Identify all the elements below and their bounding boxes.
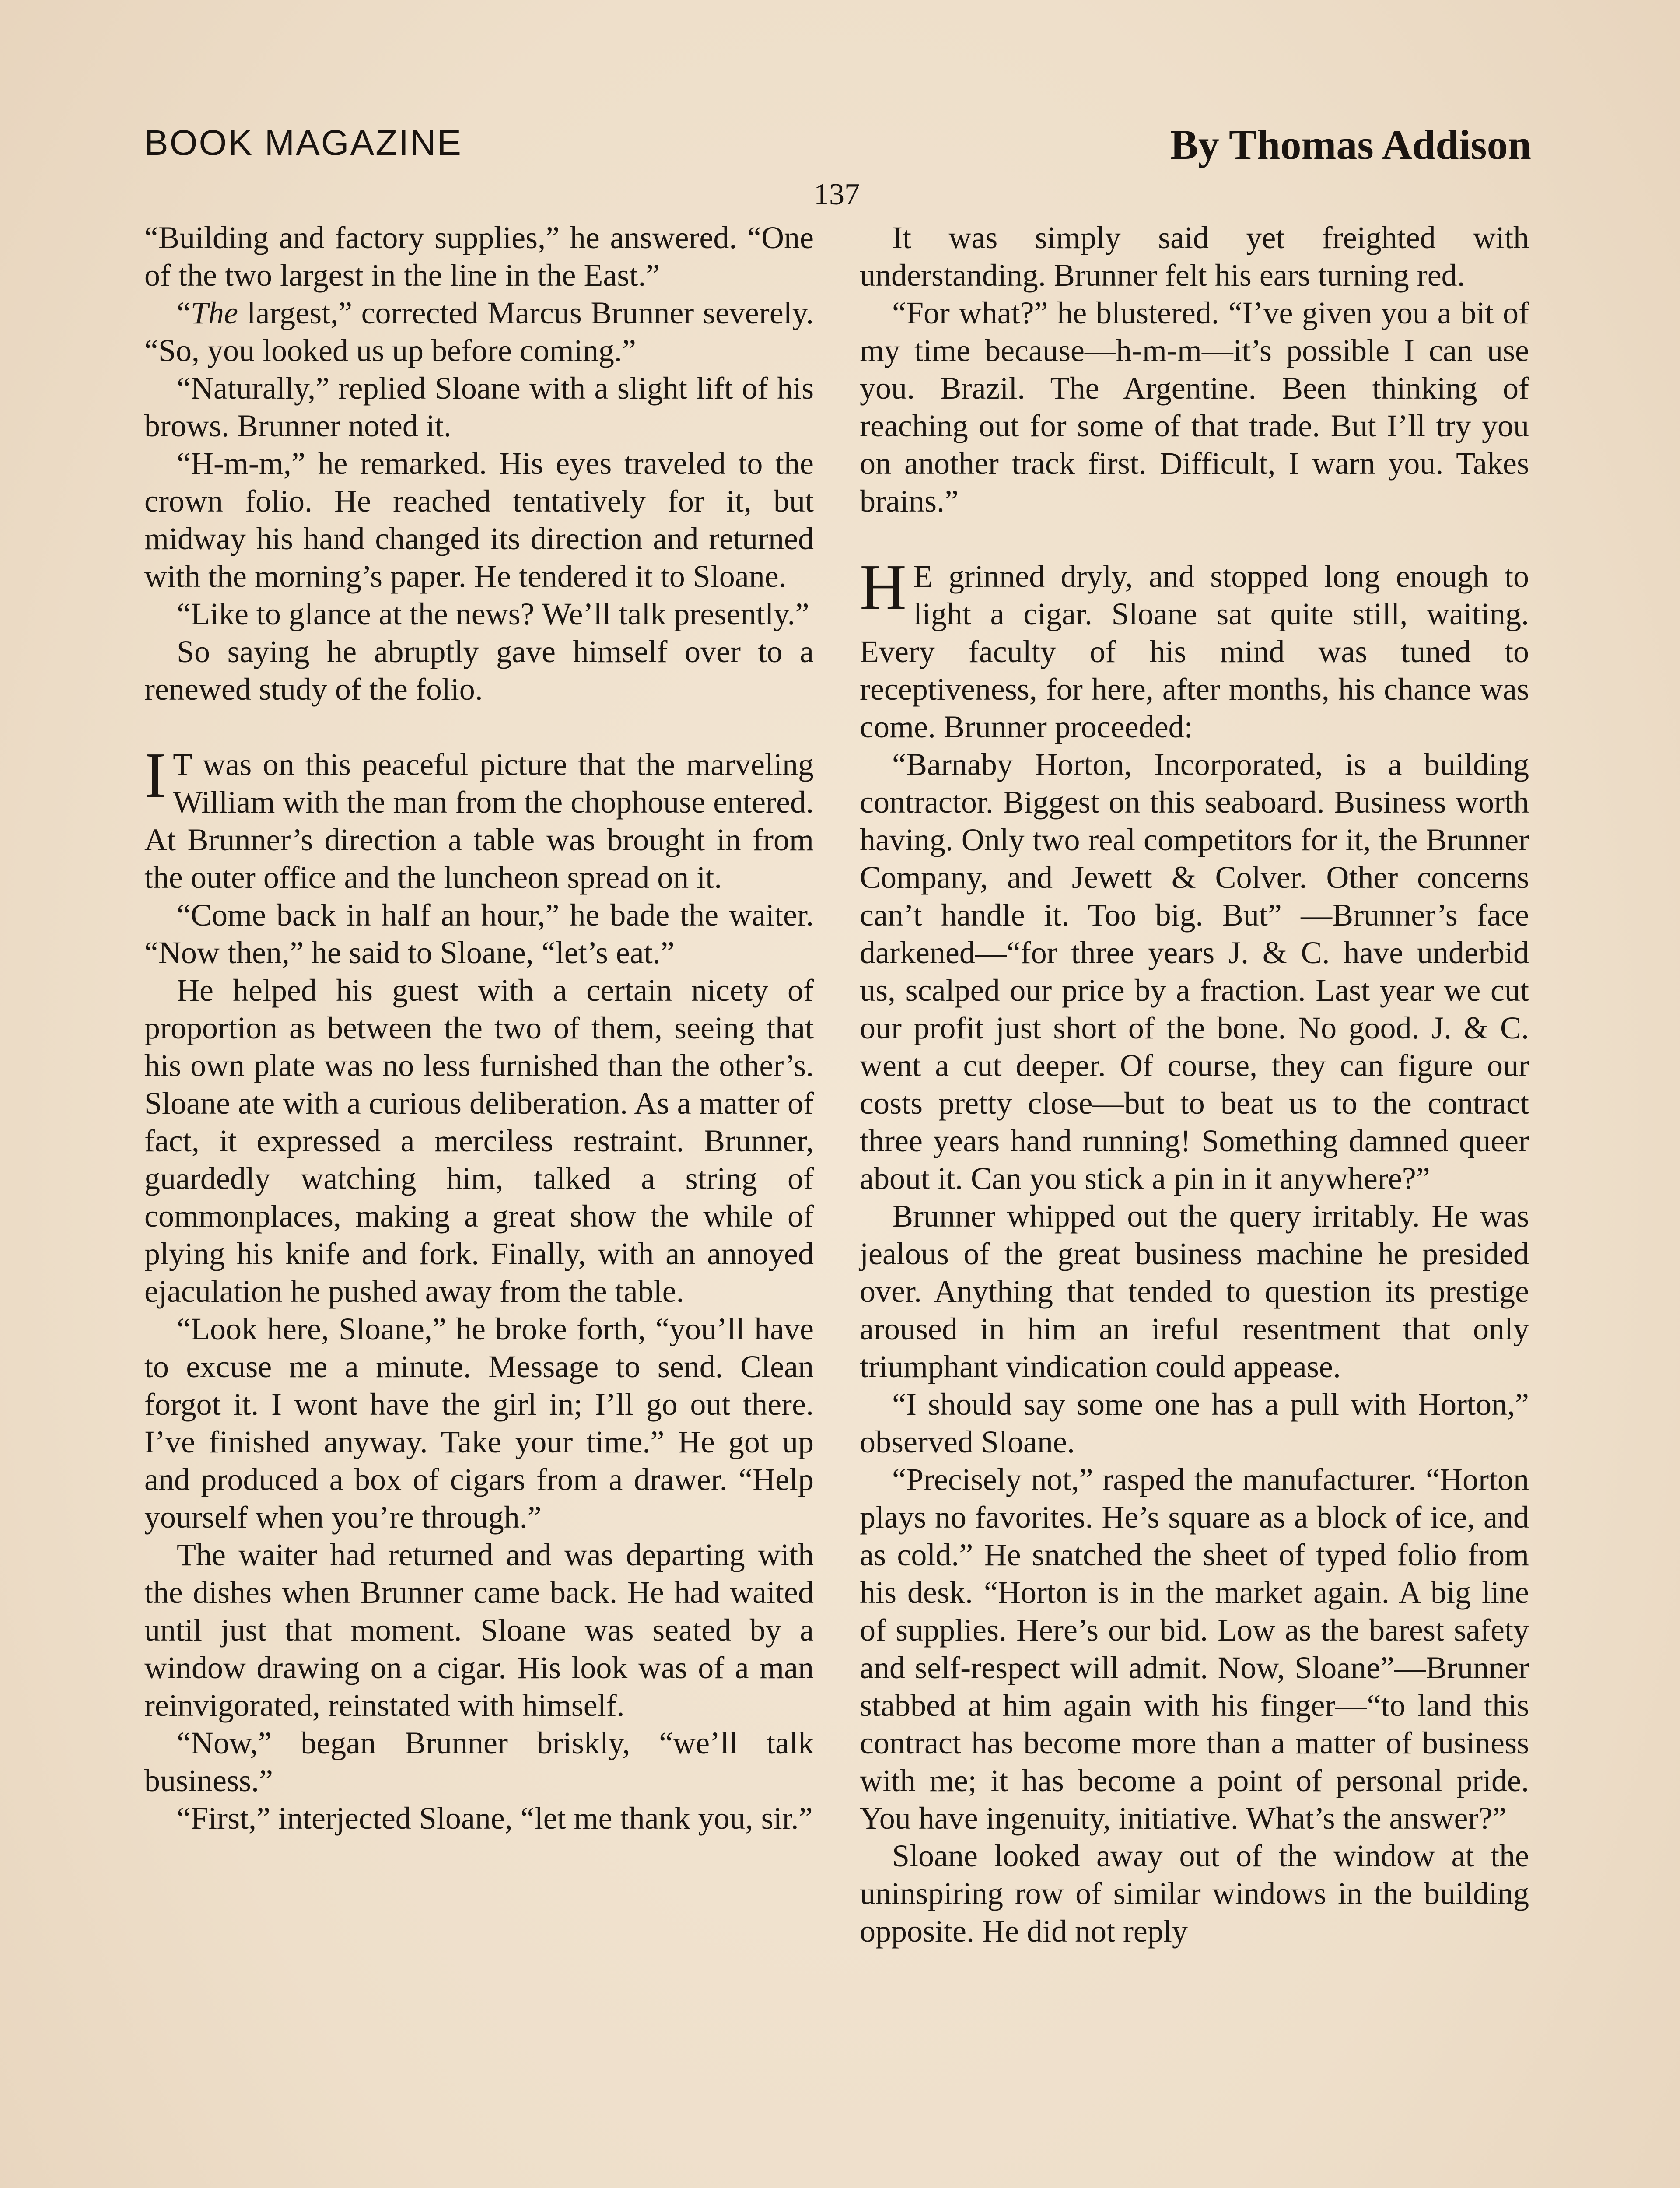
- paragraph-section-start: [144, 740, 814, 896]
- paragraph-quote-mark: “: [177, 295, 191, 330]
- page-number: 137: [814, 178, 860, 211]
- right-column: [860, 219, 1529, 1950]
- paragraph: Sloane looked away out of the window at the uninspiring row of similar windows in the building opposite. He did not reply: [860, 1838, 1529, 1949]
- paragraph: He helped his guest with a certain nicety of proportion as between the two of them, seeing that his own plate was no less furnished than the other’s. Sloane ate with a curious deliberation. As a matter of fact, it expressed a merciless restraint. Brunner, guardedly watching him, talked a string of commonplaces, making a great show the while of plying his knife and fork. Finally, with an annoyed ejaculation he pushed away from the table.: [144, 973, 814, 1309]
- paragraph-text: largest,” corrected Marcus Brunner severely. “So, you looked us up before coming.”: [144, 295, 814, 368]
- paragraph: It was simply said yet freighted with understanding. Brunner felt his ears turning red.: [860, 220, 1529, 293]
- paragraph-section-start: [860, 551, 1529, 746]
- section-break: [144, 708, 814, 746]
- paragraph: “Look here, Sloane,” he broke forth, “you’ll have to excuse me a minute. Message to send. Clean forgot it. I wont have the girl in; I’ll go out there. I’ve finished anyway. Take your time.” He got up and produced a box of cigars from a drawer. “Help yourself when you’re through.”: [144, 1311, 814, 1535]
- drop-cap: H: [860, 551, 906, 623]
- paragraph: So saying he abruptly gave himself over to a renewed study of the folio.: [144, 634, 814, 707]
- paragraph: [144, 294, 814, 369]
- drop-cap: I: [144, 740, 166, 811]
- paragraph: Brunner whipped out the query irritably. He was jealous of the great business machine he presided over. Anything that tended to question its prestige aroused in him an ireful resentment that only triumphant vindication could appease.: [860, 1199, 1529, 1384]
- paragraph: “Now,” began Brunner briskly, “we’ll talk business.”: [144, 1725, 814, 1798]
- paragraph: “H-m-m,” he remarked. His eyes traveled to the crown folio. He reached tentatively for it, but midway his hand changed its direction and returned with the morning’s paper. He tendered it to Sloane.: [144, 446, 814, 594]
- paragraph-text: T was on this peaceful picture that the marveling William with the man from the chophouse entered. At Brunner’s direction a table was brought in from the outer office and the luncheon spread on it.: [144, 747, 814, 895]
- paragraph: “Building and factory supplies,” he answered. “One of the two largest in the line in the East.”: [144, 220, 814, 293]
- paragraph: “Naturally,” replied Sloane with a slight lift of his brows. Brunner noted it.: [144, 371, 814, 443]
- paragraph: The waiter had returned and was departing with the dishes when Brunner came back. He had waited until just that moment. Sloane was seated by a window drawing on a cigar. His look was of a man reinvigorated, reinstated with himself.: [144, 1537, 814, 1723]
- magazine-title: BOOK MAGAZINE: [144, 123, 462, 163]
- emphasis-text: The: [190, 295, 238, 330]
- paragraph: “First,” interjected Sloane, “let me thank you, sir.”: [177, 1801, 813, 1836]
- left-column: [144, 219, 814, 1837]
- paragraph-text: E grinned dryly, and stopped long enough to light a cigar. Sloane sat quite still, waiting. Every faculty of his mind was tuned to receptiveness, for here, after months, his chance was come. Brunner proceeded:: [860, 559, 1529, 744]
- paragraph: “Barnaby Horton, Incorporated, is a building contractor. Biggest on this seaboard. Business worth having. Only two real competitors for it, the Brunner Company, and Jewett & Colver. Other concerns can’t handle it. Too big. But” —Brunner’s face darkened—“for three years J. & C. have underbid us, scalped our price by a fraction. Last year we cut our profit just short of the bone. No good. J. & C. went a cut deeper. Of course, they can figure our costs pretty close—but to beat us to the contract three years hand running! Something damned queer about it. Can you stick a pin in it anywhere?”: [860, 747, 1529, 1196]
- paragraph: “Like to glance at the news? We’ll talk presently.”: [177, 596, 809, 631]
- paragraph: “Come back in half an hour,” he bade the waiter. “Now then,” he said to Sloane, “let’s eat.”: [144, 898, 814, 970]
- author-byline: By Thomas Addison: [1170, 121, 1531, 168]
- paragraph: “For what?” he blustered. “I’ve given you a bit of my time because—h-m-m—it’s possible I can use you. Brazil. The Argentine. Been thinking of reaching out for some of that trade. But I’ll try you on another track first. Difficult, I warn you. Takes brains.”: [860, 295, 1529, 519]
- paragraph: “Precisely not,” rasped the manufacturer. “Horton plays no favorites. He’s square as a block of ice, and as cold.” He snatched the sheet of typed folio from his desk. “Horton is in the market again. A big line of supplies. Here’s our bid. Low as the barest safety and self-respect will admit. Now, Sloane”—Brunner stabbed at him again with his finger—“to land this contract has become more than a matter of business with me; it has become a point of personal pride. You have ingenuity, initiative. What’s the answer?”: [860, 1462, 1529, 1836]
- paragraph: “I should say some one has a pull with Horton,” observed Sloane.: [860, 1387, 1529, 1459]
- section-break: [860, 520, 1529, 558]
